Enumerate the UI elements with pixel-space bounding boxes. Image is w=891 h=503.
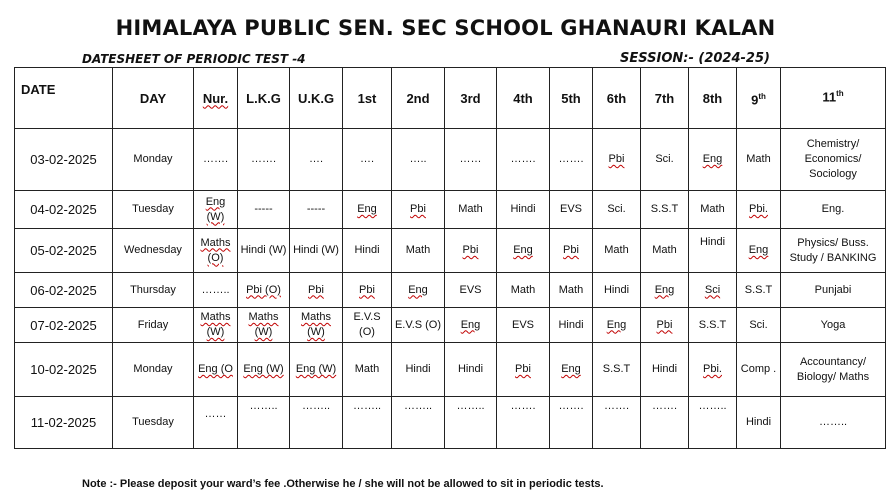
subject-cell: Eng (O [194, 343, 238, 397]
subject-cell: Math [445, 191, 497, 229]
subject-cell: …… [194, 397, 238, 449]
subject-cell: ……. [593, 397, 641, 449]
subject-cell: Pbi [445, 229, 497, 273]
col-header-nur: Nur. [194, 68, 238, 129]
session-label: SESSION:- (2024-25) [620, 51, 770, 66]
subject-cell: …….. [689, 397, 737, 449]
subject-cell: Eng [737, 229, 781, 273]
subject-cell: Sci. [737, 308, 781, 343]
subject-cell: ……. [497, 129, 550, 191]
date-cell: 11-02-2025 [15, 397, 113, 449]
date-cell: 05-02-2025 [15, 229, 113, 273]
subject-cell: S.S.T [593, 343, 641, 397]
subject-cell: …. [343, 129, 392, 191]
subject-cell: Yoga [781, 308, 886, 343]
subject-cell: Pbi [550, 229, 593, 273]
subject-cell: Math [550, 273, 593, 308]
col-header-5th: 5th [550, 68, 593, 129]
subject-cell: Pbi [593, 129, 641, 191]
day-cell: Tuesday [113, 191, 194, 229]
subject-cell: Eng [689, 129, 737, 191]
subject-cell: Hindi [550, 308, 593, 343]
subject-cell: Eng. [781, 191, 886, 229]
subject-cell: Hindi [737, 397, 781, 449]
date-cell: 06-02-2025 [15, 273, 113, 308]
subject-cell: Math [593, 229, 641, 273]
subject-cell: Maths (W) [194, 308, 238, 343]
table-row [15, 343, 886, 397]
subject-cell: ……. [641, 397, 689, 449]
col-header-8th: 8th [689, 68, 737, 129]
subject-cell: Pbi [497, 343, 550, 397]
date-cell: 10-02-2025 [15, 343, 113, 397]
day-cell: Wednesday [113, 229, 194, 273]
day-cell: Monday [113, 129, 194, 191]
table-row [15, 191, 886, 229]
col-header-lkg: L.K.G [238, 68, 290, 129]
subject-cell: Hindi [689, 229, 737, 273]
table-row [15, 229, 886, 273]
subject-cell: …… [445, 129, 497, 191]
table-row [15, 129, 886, 191]
subject-cell: Pbi [343, 273, 392, 308]
subject-cell: E.V.S (O) [343, 308, 392, 343]
subject-cell: Hindi [445, 343, 497, 397]
subject-cell: …. [290, 129, 343, 191]
date-cell: 04-02-2025 [15, 191, 113, 229]
subject-cell: ……. [550, 129, 593, 191]
school-title: HIMALAYA PUBLIC SEN. SEC SCHOOL GHANAURI KALAN [115, 16, 776, 40]
day-cell: Monday [113, 343, 194, 397]
subject-cell: Eng (W) [194, 191, 238, 229]
subject-cell: Hindi (W) [290, 229, 343, 273]
subject-cell: EVS [497, 308, 550, 343]
table-row [15, 273, 886, 308]
col-header-date: DATE [15, 68, 113, 129]
subject-cell: Hindi [497, 191, 550, 229]
subject-cell: Comp . [737, 343, 781, 397]
subject-cell: EVS [550, 191, 593, 229]
subject-cell: Maths (W) [290, 308, 343, 343]
col-header-day: DAY [113, 68, 194, 129]
day-cell: Tuesday [113, 397, 194, 449]
subject-cell: Hindi [343, 229, 392, 273]
subject-cell: …….. [343, 397, 392, 449]
subject-cell: Maths (O) [194, 229, 238, 273]
subject-cell: …….. [290, 397, 343, 449]
subject-cell: Pbi (O) [238, 273, 290, 308]
subject-cell: Eng (W) [290, 343, 343, 397]
subject-cell: Eng [343, 191, 392, 229]
subject-cell: Hindi [641, 343, 689, 397]
subject-cell: Eng [445, 308, 497, 343]
subject-cell: Chemistry/ Economics/ Sociology [781, 129, 886, 191]
subject-cell: Math [689, 191, 737, 229]
subject-cell: ……. [238, 129, 290, 191]
subject-cell: ----- [290, 191, 343, 229]
col-header-2nd: 2nd [392, 68, 445, 129]
subject-cell: Eng [497, 229, 550, 273]
col-header-3rd: 3rd [445, 68, 497, 129]
subject-cell: Math [641, 229, 689, 273]
subject-cell: Pbi. [689, 343, 737, 397]
datesheet-subtitle: DATESHEET OF PERIODIC TEST -4 [82, 52, 306, 66]
col-header-7th: 7th [641, 68, 689, 129]
datesheet-table [14, 67, 886, 449]
subject-cell: Pbi. [737, 191, 781, 229]
col-header-11th: 11th [781, 68, 886, 129]
subject-cell: EVS [445, 273, 497, 308]
subject-cell: Eng [392, 273, 445, 308]
fee-note: Note :- Please deposit your ward’s fee .Otherwise he / she will not be allowed to sit in periodic tests. [82, 478, 604, 490]
subject-cell: S.S.T [737, 273, 781, 308]
subject-cell: Pbi [641, 308, 689, 343]
subject-cell: S.S.T [689, 308, 737, 343]
col-header-9th: 9th [737, 68, 781, 129]
subject-cell: Math [343, 343, 392, 397]
subject-cell: Pbi [392, 191, 445, 229]
table-row [15, 308, 886, 343]
day-cell: Friday [113, 308, 194, 343]
subject-cell: ……. [497, 397, 550, 449]
subject-cell: Hindi [392, 343, 445, 397]
subject-cell: Eng [550, 343, 593, 397]
col-header-1st: 1st [343, 68, 392, 129]
col-header-ukg: U.K.G [290, 68, 343, 129]
header-row [15, 68, 886, 129]
subject-cell: Accountancy/ Biology/ Maths [781, 343, 886, 397]
subject-cell: Hindi [593, 273, 641, 308]
subject-cell: ----- [238, 191, 290, 229]
subject-cell: Maths (W) [238, 308, 290, 343]
subject-cell: …….. [445, 397, 497, 449]
subject-cell: Math [497, 273, 550, 308]
subject-cell: Physics/ Buss. Study / BANKING [781, 229, 886, 273]
subject-cell: ……. [550, 397, 593, 449]
subject-cell: …….. [781, 397, 886, 449]
subject-cell: Sci. [641, 129, 689, 191]
subject-cell: Math [392, 229, 445, 273]
subject-cell: …….. [194, 273, 238, 308]
subject-cell: Eng [593, 308, 641, 343]
subject-cell: Math [737, 129, 781, 191]
subject-cell: S.S.T [641, 191, 689, 229]
subject-cell: ….. [392, 129, 445, 191]
table-row [15, 397, 886, 449]
subject-cell: Eng [641, 273, 689, 308]
date-cell: 07-02-2025 [15, 308, 113, 343]
subject-cell: Pbi [290, 273, 343, 308]
col-header-4th: 4th [497, 68, 550, 129]
subject-cell: ……. [194, 129, 238, 191]
day-cell: Thursday [113, 273, 194, 308]
subject-cell: E.V.S (O) [392, 308, 445, 343]
date-cell: 03-02-2025 [15, 129, 113, 191]
subject-cell: Punjabi [781, 273, 886, 308]
subject-cell: …….. [392, 397, 445, 449]
subject-cell: Sci. [593, 191, 641, 229]
subject-cell: Hindi (W) [238, 229, 290, 273]
col-header-6th: 6th [593, 68, 641, 129]
subject-cell: …….. [238, 397, 290, 449]
subject-cell: Sci [689, 273, 737, 308]
subject-cell: Eng (W) [238, 343, 290, 397]
